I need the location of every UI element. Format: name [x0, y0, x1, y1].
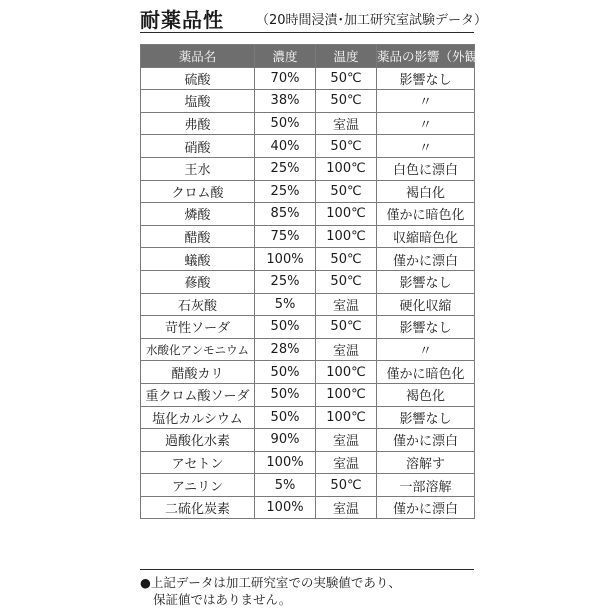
cell-effect: 硬化収縮 — [377, 293, 475, 316]
table-row — [141, 270, 475, 293]
cell-temperature: 100℃ — [316, 157, 377, 180]
table-row — [141, 67, 475, 90]
cell-name: クロム酸 — [141, 180, 255, 203]
cell-effect: 収縮暗色化 — [377, 225, 475, 248]
page-title: 耐薬品性 — [140, 8, 224, 32]
table-header-row — [141, 45, 475, 68]
cell-name: 苛性ソーダ — [141, 316, 255, 339]
cell-temperature: 室温 — [316, 451, 377, 474]
cell-concentration: 70% — [255, 67, 316, 90]
header-effect: 薬品の影響（外観） — [377, 45, 475, 68]
cell-name: 硝酸 — [141, 135, 255, 158]
table-row — [141, 474, 475, 497]
cell-temperature: 50℃ — [316, 180, 377, 203]
cell-temperature: 室温 — [316, 293, 377, 316]
cell-name: 重クロム酸ソーダ — [141, 383, 255, 406]
cell-concentration: 75% — [255, 225, 316, 248]
cell-effect: 褐色化 — [377, 383, 475, 406]
cell-concentration: 25% — [255, 270, 316, 293]
table-row — [141, 429, 475, 452]
cell-effect: 僅かに漂白 — [377, 496, 475, 519]
cell-temperature: 100℃ — [316, 383, 377, 406]
table-row — [141, 248, 475, 271]
page-subtitle: （20時間浸漬･加工研究室試験データ） — [256, 13, 488, 28]
table-row — [141, 451, 475, 474]
cell-temperature: 室温 — [316, 429, 377, 452]
footnote-line-2: 保証値ではありません。 — [153, 592, 292, 607]
table-row — [141, 225, 475, 248]
cell-concentration: 85% — [255, 203, 316, 226]
cell-temperature: 100℃ — [316, 225, 377, 248]
cell-concentration: 50% — [255, 316, 316, 339]
cell-concentration: 38% — [255, 90, 316, 113]
cell-effect: 〃 — [377, 90, 475, 113]
cell-effect: 褐白化 — [377, 180, 475, 203]
table-row — [141, 361, 475, 384]
cell-concentration: 50% — [255, 112, 316, 135]
cell-temperature: 100℃ — [316, 361, 377, 384]
cell-effect: 〃 — [377, 338, 475, 361]
cell-name: 蓚酸 — [141, 270, 255, 293]
cell-temperature: 100℃ — [316, 203, 377, 226]
cell-temperature: 室温 — [316, 496, 377, 519]
cell-name: 水酸化アンモニウム — [141, 338, 255, 361]
cell-temperature: 100℃ — [316, 406, 377, 429]
cell-concentration: 5% — [255, 293, 316, 316]
cell-concentration: 50% — [255, 361, 316, 384]
table-row — [141, 406, 475, 429]
cell-name: 蟻酸 — [141, 248, 255, 271]
table-row — [141, 112, 475, 135]
header-temperature: 温度 — [316, 45, 377, 68]
cell-effect: 溶解す — [377, 451, 475, 474]
cell-name: 過酸化水素 — [141, 429, 255, 452]
cell-effect: 影響なし — [377, 270, 475, 293]
cell-effect: 僅かに暗色化 — [377, 361, 475, 384]
cell-effect: 影響なし — [377, 406, 475, 429]
cell-concentration: 50% — [255, 406, 316, 429]
cell-temperature: 50℃ — [316, 90, 377, 113]
cell-effect: 影響なし — [377, 316, 475, 339]
cell-temperature: 50℃ — [316, 474, 377, 497]
cell-name: 王水 — [141, 157, 255, 180]
table-row — [141, 338, 475, 361]
table-row — [141, 135, 475, 158]
cell-concentration: 5% — [255, 474, 316, 497]
cell-temperature: 50℃ — [316, 270, 377, 293]
table-row — [141, 180, 475, 203]
cell-concentration: 25% — [255, 157, 316, 180]
cell-name: 塩化カルシウム — [141, 406, 255, 429]
cell-name: 醋酸 — [141, 225, 255, 248]
cell-name: 燐酸 — [141, 203, 255, 226]
cell-name: アニリン — [141, 474, 255, 497]
cell-temperature: 50℃ — [316, 67, 377, 90]
cell-effect: 〃 — [377, 112, 475, 135]
chemical-resistance-table — [140, 44, 490, 519]
cell-name: 石灰酸 — [141, 293, 255, 316]
cell-effect: 一部溶解 — [377, 474, 475, 497]
table-row — [141, 293, 475, 316]
cell-name: 醋酸カリ — [141, 361, 255, 384]
top-divider — [140, 32, 474, 33]
cell-concentration: 100% — [255, 248, 316, 271]
cell-temperature: 室温 — [316, 112, 377, 135]
footnote — [140, 574, 401, 608]
cell-name: 塩酸 — [141, 90, 255, 113]
table-row — [141, 496, 475, 519]
header-concentration: 濃度 — [255, 45, 316, 68]
cell-effect: 僅かに漂白 — [377, 248, 475, 271]
bottom-divider — [140, 569, 474, 570]
cell-temperature: 50℃ — [316, 316, 377, 339]
cell-concentration: 25% — [255, 180, 316, 203]
cell-effect: 〃 — [377, 135, 475, 158]
cell-effect: 白色に漂白 — [377, 157, 475, 180]
cell-temperature: 50℃ — [316, 248, 377, 271]
cell-concentration: 100% — [255, 496, 316, 519]
cell-concentration: 90% — [255, 429, 316, 452]
cell-effect: 僅かに漂白 — [377, 429, 475, 452]
footnote-line-1: ●上記データは加工研究室での実験値であり、 — [140, 575, 401, 590]
table-row — [141, 90, 475, 113]
cell-name: 二硫化炭素 — [141, 496, 255, 519]
header-chemical-name: 薬品名 — [141, 45, 255, 68]
cell-temperature: 50℃ — [316, 135, 377, 158]
cell-concentration: 100% — [255, 451, 316, 474]
cell-concentration: 28% — [255, 338, 316, 361]
cell-temperature: 室温 — [316, 338, 377, 361]
table-row — [141, 157, 475, 180]
table-row — [141, 203, 475, 226]
cell-concentration: 50% — [255, 383, 316, 406]
cell-effect: 影響なし — [377, 67, 475, 90]
cell-name: 弗酸 — [141, 112, 255, 135]
cell-concentration: 40% — [255, 135, 316, 158]
cell-name: 硫酸 — [141, 67, 255, 90]
cell-name: アセトン — [141, 451, 255, 474]
table-row — [141, 383, 475, 406]
table-row — [141, 316, 475, 339]
cell-effect: 僅かに暗色化 — [377, 203, 475, 226]
